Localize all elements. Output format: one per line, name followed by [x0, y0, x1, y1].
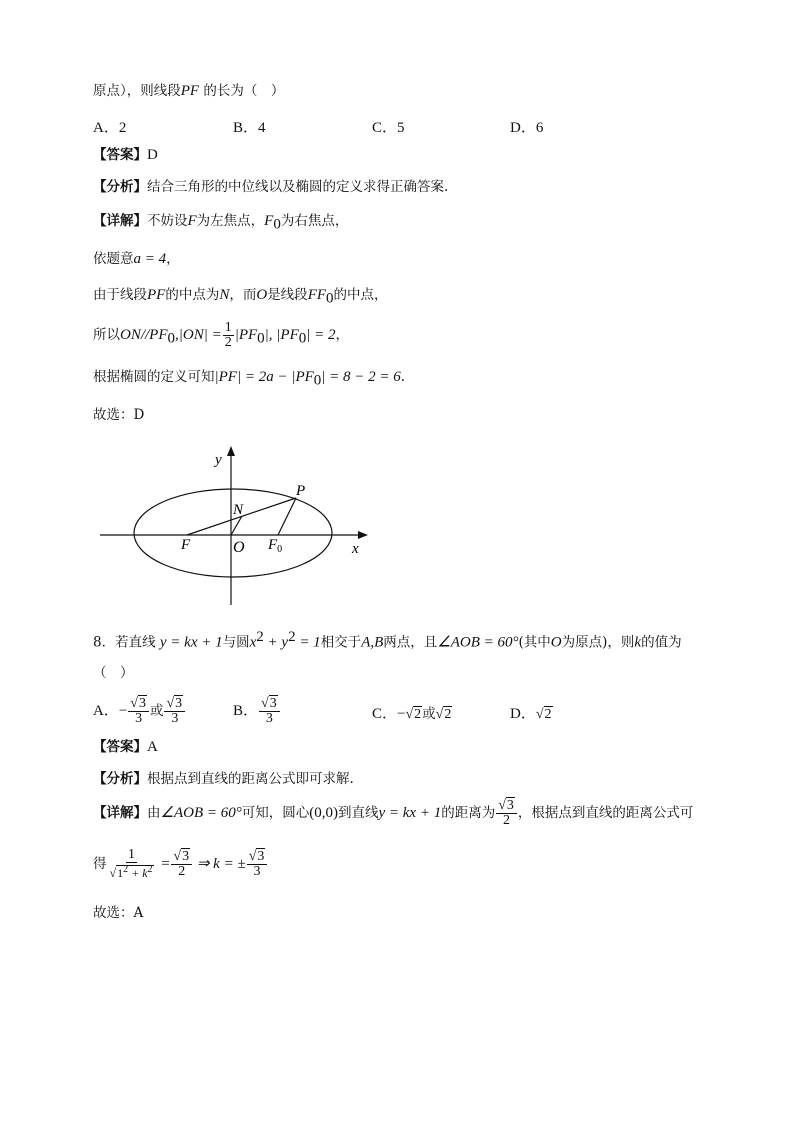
ellipse-figure: [90, 440, 380, 610]
answer-tag: 【答案】: [93, 147, 147, 163]
q7-detail-3: 由于线段PF的中点为N，而O是线段$FF_0$的中点，: [93, 287, 388, 307]
q8-option-b[interactable]: B． $\frac{√3}{3}$: [233, 694, 281, 728]
analysis-text: 根据点到直线的距离公式即可求解.: [147, 771, 354, 787]
q8-analysis: [93, 770, 354, 788]
q7-stem: [93, 82, 284, 100]
q7-stem-text: 原点），则线段: [93, 83, 181, 99]
fraction: $\frac{1}{2}$: [224, 320, 232, 350]
analysis-tag: 【分析】: [93, 771, 147, 787]
answer-value: A: [147, 739, 158, 755]
answer-tag: 【答案】: [93, 739, 147, 755]
label-o: O: [233, 539, 245, 556]
q8-option-d[interactable]: D．√2: [510, 706, 552, 722]
label-y: y: [215, 452, 222, 468]
q7-option-c[interactable]: C．5: [372, 120, 405, 136]
y-axis-arrow: [227, 446, 235, 456]
q7-stem-end: 的长为（ ）: [199, 83, 285, 99]
q7-detail-1: 【详解】不妨设F为左焦点，$F_0$为右焦点，: [93, 213, 349, 233]
label-f0: $F_0$: [268, 537, 283, 555]
q7-stem-math: PF: [180, 83, 200, 99]
q7-answer: [93, 146, 158, 164]
x-axis-arrow: [358, 531, 368, 539]
label-n: N: [233, 502, 244, 518]
q7-conclusion: 故选：D: [93, 407, 145, 423]
q8-option-a[interactable]: A．− $\frac{√3}{3}$ 或 $\frac{√3}{3}$: [93, 694, 186, 728]
q7-detail-5: 根据椭圆的定义可知$|PF| = 2a - |PF_0| = 8 - 2 = 6$.: [93, 369, 406, 389]
q8-conclusion: 故选：A: [93, 905, 144, 921]
answer-value: D: [147, 147, 158, 163]
q7-analysis: [93, 178, 448, 196]
q8-paren: （ ）: [93, 665, 134, 681]
q7-detail-2: 依题意a = 4，: [93, 251, 180, 267]
q7-detail-4: 所以$ON//PF_0,|ON|$ = $\frac{1}{2}$ $|PF_0|$, $|PF_0| = 2$，: [93, 320, 349, 350]
analysis-tag: 【分析】: [93, 179, 147, 195]
label-x: x: [352, 541, 359, 557]
label-p: P: [296, 483, 306, 499]
q7-option-a[interactable]: A．2: [93, 120, 127, 136]
detail-tag: 【详解】: [93, 213, 147, 229]
q8-answer: [93, 738, 158, 756]
segment-on: [231, 516, 242, 535]
q7-option-d[interactable]: D．6: [510, 120, 544, 136]
q8-detail-2: 得 $\frac{1}{√1^2 + k^2}$ = $\frac{√3}{2}$ ⇒ k = ± $\frac{√3}{3}$: [93, 846, 268, 882]
q8-stem: 8．若直线 y = kx + 1与圆$x^2 + y^2 = 1$相交于A,B两点，且∠AOB = 60°(其中O为原点)，则k的值为: [93, 629, 682, 651]
q8-option-c[interactable]: C．−√2或√2: [372, 706, 452, 722]
q8-detail-1: 【详解】由∠AOB = 60°可知，圆心(0,0)到直线y = kx + 1的距离为 $\frac{√3}{2}$ ，根据点到直线的距离公式可: [93, 798, 694, 828]
label-f: F: [181, 537, 191, 553]
analysis-text: 结合三角形的中位线以及椭圆的定义求得正确答案.: [147, 179, 449, 195]
detail-tag: 【详解】: [93, 805, 147, 821]
q7-option-b[interactable]: B．4: [233, 120, 266, 136]
